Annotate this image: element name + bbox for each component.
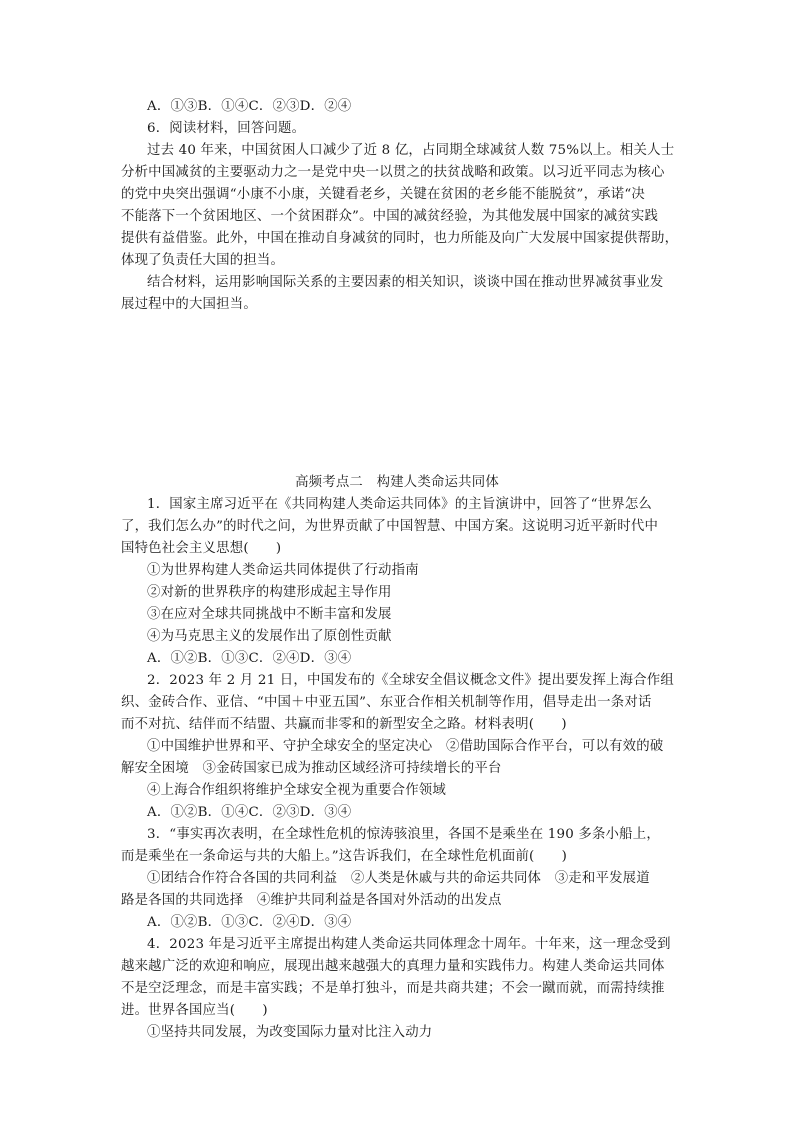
q1-option: ②对新的世界秩序的构建形成起主导作用 [147, 585, 392, 600]
q6-question-line: 结合材料，运用影响国际关系的主要因素的相关知识，谈谈中国在推动世界减贫事业发 [147, 275, 664, 290]
q2-answer-choices: A．①②B．①④C．②③D．③④ [147, 805, 352, 820]
q1-stem-line: 国特色社会主义思想( ) [121, 541, 282, 556]
q1-option: ④为马克思主义的发展作出了原创性贡献 [147, 629, 392, 644]
q6-question-line: 展过程中的大国担当。 [121, 297, 257, 312]
prev-question-answer-options: A．①③B．①④C．②③D．②④ [147, 99, 352, 114]
q4-stem-line: 进。世界各国应当( ) [121, 1003, 268, 1018]
q1-stem-line: 了，我们怎么办”的时代之问，为世界贡献了中国智慧、中国方案。这说明习近平新时代中 [121, 519, 659, 534]
q6-material-line: 不能落下一个贫困地区、一个贫困群众”。中国的减贫经验，为其他发展中国家的减贫实践 [121, 209, 659, 224]
q3-option: 路是各国的共同选择 ④维护共同利益是各国对外活动的出发点 [121, 893, 502, 908]
q3-answer-choices: A．①②B．①③C．②④D．③④ [147, 915, 352, 930]
q2-option: ①中国维护世界和平、守护全球安全的坚定决心 ②借助国际合作平台，可以有效的破 [147, 739, 664, 754]
q2-option: ④上海合作组织将维护全球安全视为重要合作领域 [147, 783, 446, 798]
q3-stem-line: 而是乘坐在一条命运与共的大船上。”这告诉我们，在全球性危机面前( ) [121, 849, 568, 864]
q2-option: 解安全困境 ③金砖国家已成为推动区域经济可持续增长的平台 [121, 761, 502, 776]
q6-material-line: 提供有益借鉴。此外，中国在推动自身减贫的同时，也力所能及向广大发展中国家提供帮助， [121, 231, 679, 246]
q6-material-line: 体现了负责任大国的担当。 [121, 253, 285, 268]
q6-material-line: 的党中央突出强调“小康不小康，关键看老乡，关键在贫困的老乡能不能脱贫”，承诺“决 [121, 187, 645, 202]
q3-option: ①团结合作符合各国的共同利益 ②人类是休戚与共的命运共同体 ③走和平发展道 [147, 871, 650, 886]
q2-stem-line: 织、金砖合作、亚信、“中国＋中亚五国”、东亚合作相关机制等作用，倡导走出一条对话 [121, 695, 652, 710]
q1-option: ③在应对全球共同挑战中不断丰富和发展 [147, 607, 392, 622]
q6-material-line: 分析中国减贫的主要驱动力之一是党中央一以贯之的扶贫战略和政策。以习近平同志为核心 [121, 165, 665, 180]
q1-answer-choices: A．①②B．①③C．②④D．③④ [147, 651, 352, 666]
q6-material-line: 过去 40 年来，中国贫困人口减少了近 8 亿，占同期全球减贫人数 75%以上。相关人士 [147, 143, 675, 158]
question-6-label: 6．阅读材料，回答问题。 [147, 121, 306, 136]
q2-stem-line: 而不对抗、结伴而不结盟、共赢而非零和的新型安全之路。材料表明( ) [121, 717, 567, 732]
q4-option: ①坚持共同发展，为改变国际力量对比注入动力 [147, 1025, 433, 1040]
q4-stem-line: 不是空泛理念，而是丰富实践；不是单打独斗，而是共商共建；不会一蹴而就，而需持续推 [121, 981, 665, 996]
q3-stem-line: 3．“事实再次表明，在全球性危机的惊涛骇浪里，各国不是乘坐在 190 多条小船上， [147, 827, 660, 842]
section-title: 高频考点二 构建人类命运共同体 [295, 475, 499, 490]
q4-stem-line: 越来越广泛的欢迎和响应，展现出越来越强大的真理力量和实践伟力。构建人类命运共同体 [121, 959, 665, 974]
q1-stem-line: 1．国家主席习近平在《共同构建人类命运共同体》的主旨演讲中，回答了“世界怎么 [147, 497, 653, 512]
q4-stem-line: 4．2023 年是习近平主席提出构建人类命运共同体理念十周年。十年来，这一理念受到 [147, 937, 671, 952]
q2-stem-line: 2．2023 年 2 月 21 日，中国发布的《全球安全倡议概念文件》提出要发挥上海合作组 [147, 673, 674, 688]
q1-option: ①为世界构建人类命运共同体提供了行动指南 [147, 563, 419, 578]
